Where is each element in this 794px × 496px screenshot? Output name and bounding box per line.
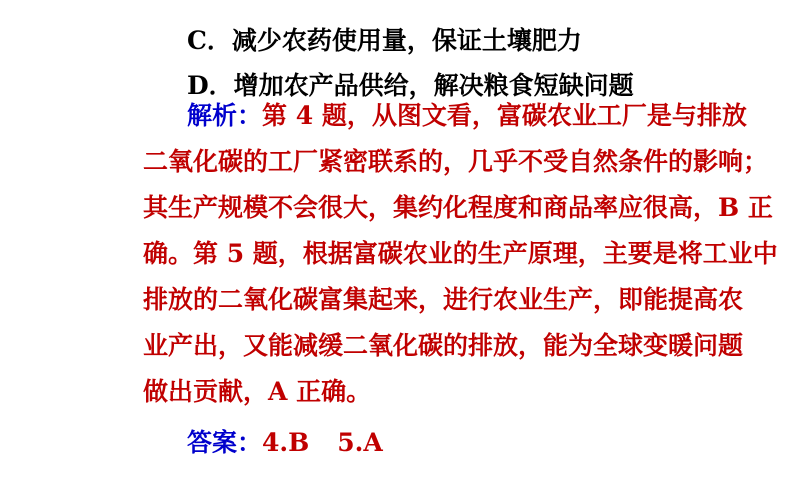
analysis-text-line: 业产出，又能减缓二氧化碳的排放，能为全球变暖问题: [143, 331, 744, 360]
analysis-first-line: [187, 101, 747, 131]
option-d: D．增加农产品供给，解决粮食短缺问题: [187, 71, 634, 100]
answer-value-5: 5.A: [337, 428, 383, 457]
answer-label: 答案：: [187, 428, 263, 457]
analysis-text-line: 做出贡献，A 正确。: [143, 377, 372, 406]
analysis-text-line: 确。第 5 题，根据富碳农业的生产原理，主要是将工业中: [143, 239, 778, 268]
analysis-text-line: 第 4 题，从图文看，富碳农业工厂是与排放: [262, 101, 747, 130]
analysis-text-line: 排放的二氧化碳富集起来，进行农业生产，即能提高农: [143, 285, 744, 314]
analysis-text-line: 其生产规模不会很大，集约化程度和商品率应很高，B 正: [143, 193, 773, 222]
option-c: C．减少农药使用量，保证土壤肥力: [187, 26, 582, 55]
analysis-text-line: 二氧化碳的工厂紧密联系的，几乎不受自然条件的影响；: [143, 147, 769, 176]
analysis-label: 解析：: [187, 101, 263, 130]
answer-line: [187, 428, 383, 458]
answer-value-4: 4.B: [262, 428, 310, 457]
